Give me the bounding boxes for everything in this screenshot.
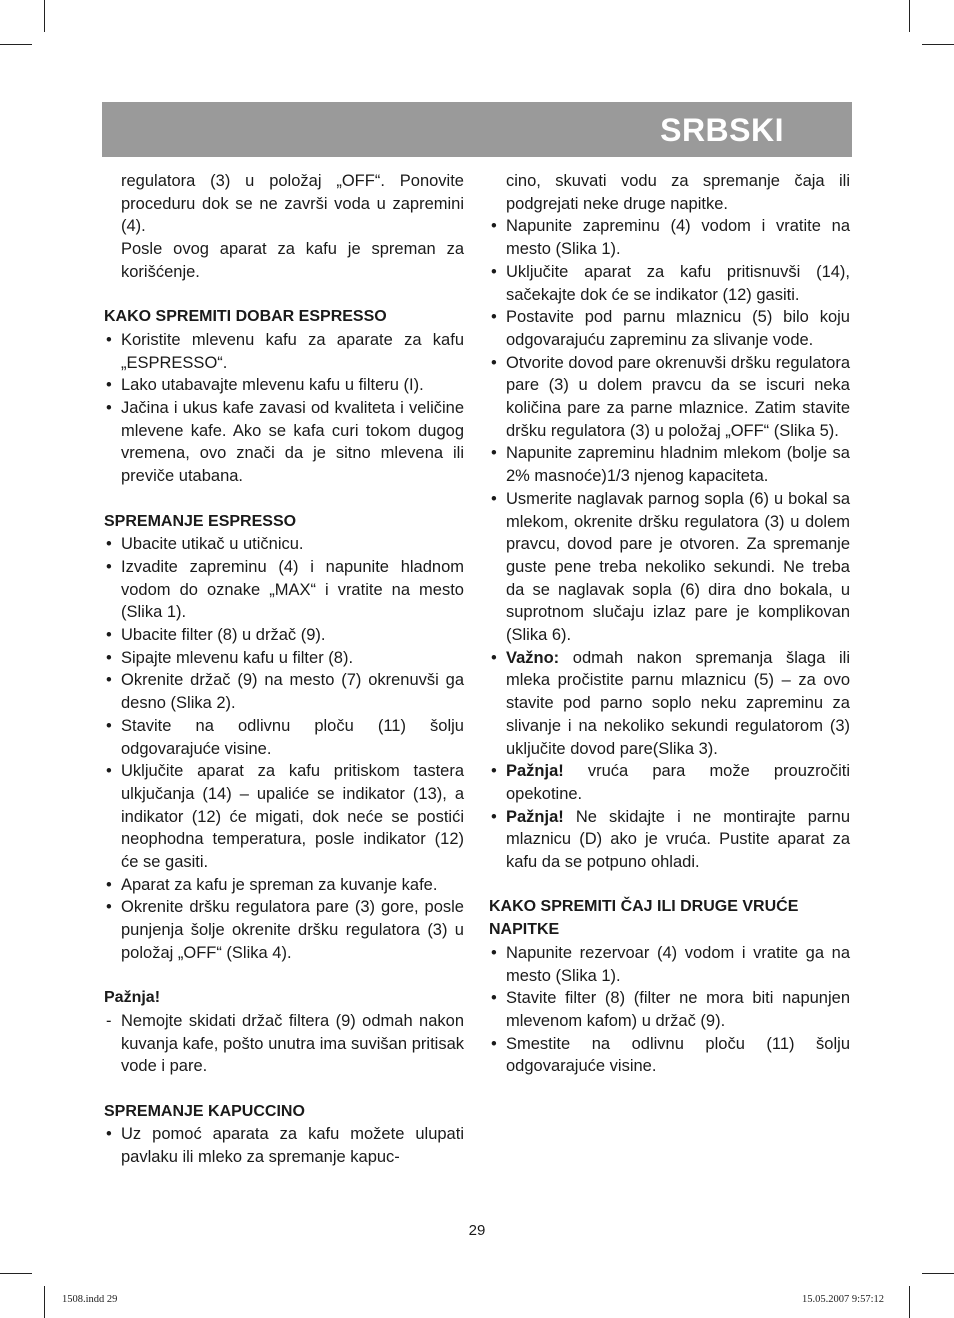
list-item: • Jačina i ukus kafe zavasi od kvaliteta i veličine mlevene kafe. Ako se kafa curi tokom dugog vremena, ovo znači da je sitno mlevena ili previče utabana. bbox=[106, 399, 464, 486]
list-item: • Uz pomoć aparata za kafu možete ulupati pavlaku ili mleko za spremanje kapuc- bbox=[106, 1125, 464, 1167]
list-item: - Nemojte skidati držač filtera (9) odmah nakon kuvanja kafe, pošto unutra ima suvišan pritisak vode i pare. bbox=[106, 1011, 464, 1076]
list-item: • Stavite filter (8) (filter ne mora biti napunjen mlevenom kafom) u držač (9). bbox=[491, 989, 850, 1030]
list-item: • Uključite aparat za kafu pritiskom tastera ulkjučanja (14) – upaliće se indikator (13), a indikator (12) će migati, dok neće se postići neophodna temperatura, posle indikator (12) će se gasiti. bbox=[106, 762, 464, 872]
list-item: • Napunite zapreminu hladnim mlekom (bolje sa 2% masnoće)1/3 njenog kapaciteta. bbox=[491, 444, 850, 486]
list-item: • Napunite zapreminu (4) vodom i vratite na mesto (Slika 1). bbox=[491, 217, 850, 259]
list-item: • Ubacite filter (8) u držač (9). bbox=[106, 626, 326, 645]
page-number: 29 bbox=[468, 1222, 486, 1239]
list-item: • Pažnja! vruća para može prouzročiti opekotine. bbox=[491, 762, 850, 803]
list-item: • Okrenite držač (9) na mesto (7) okrenuvši ga desno (Slika 2). bbox=[106, 671, 464, 713]
left-column bbox=[104, 170, 464, 1169]
list-item: • Stavite na odlivnu ploču (11) šolju odgovarajuće visine. bbox=[106, 716, 464, 758]
intro-paragraph: regulatora (3) u položaj „OFF“. Ponovite proceduru dok se ne završi voda u zapremini (4). bbox=[121, 172, 464, 236]
section-warning bbox=[104, 987, 464, 1078]
list-item: • Ubacite utikač u utičnicu. bbox=[106, 535, 304, 554]
crop-mark bbox=[909, 0, 910, 32]
bullet-list bbox=[489, 942, 850, 1078]
list-item: • Uključite aparat za kafu pritisnuvši (14), sačekajte dok će se indikator (12) gasiti. bbox=[491, 262, 850, 304]
crop-mark bbox=[44, 1286, 45, 1318]
list-item: • Napunite rezervoar (4) vodom i vratite ga na mesto (Slika 1). bbox=[491, 943, 850, 985]
section-tea bbox=[489, 896, 850, 1078]
bullet-list bbox=[104, 533, 464, 964]
list-item: • Sipajte mlevenu kafu u filter (8). bbox=[106, 648, 354, 667]
continued-paragraph: cino, skuvati vodu za spremanje čaja ili podgrejati neke druge napitke. bbox=[506, 172, 850, 213]
list-item: • Lako utabavajte mlevenu kafu u filteru (I). bbox=[106, 376, 424, 395]
bullet-list bbox=[104, 1123, 464, 1168]
crop-mark bbox=[922, 44, 954, 45]
list-item: • Smestite na odlivnu ploču (11) šolju odgovarajuće visine. bbox=[491, 1034, 850, 1076]
list-item: • Izvadite zapreminu (4) i napunite hladnom vodom do oznake „MAX“ i vratite na mesto (Slika 1). bbox=[106, 557, 464, 622]
section-heading: KAKO SPREMITI DOBAR ESPRESSO bbox=[104, 308, 387, 326]
section-espresso-preparation bbox=[104, 511, 464, 965]
crop-mark bbox=[44, 0, 45, 32]
section-heading: SPREMANJE ESPRESSO bbox=[104, 512, 297, 530]
list-item: • Okrenite dršku regulatora pare (3) gore, posle punjenja šolje okrenite dršku regulatora (3) u položaj „OFF“ (Slika 4). bbox=[106, 898, 464, 962]
list-item: • Usmerite naglavak parnog sopla (6) u bokal sa mlekom, okrenite dršku regulatora (3) u dolem pravcu, dovod pare je otvoren. Za spremanje guste pene treba nekoliko sekundi. Ne treba da se naglavak sopla (6) dira dno bokala, u suprotnom slučaju izlaz pare je komplikovan (Slika 6). bbox=[491, 489, 850, 645]
dash-list bbox=[104, 1010, 464, 1078]
print-slug-date: 15.05.2007 9:57:12 bbox=[802, 1294, 884, 1305]
crop-mark bbox=[922, 1273, 954, 1274]
right-column bbox=[489, 170, 850, 1078]
list-item: • Aparat za kafu je spreman za kuvanje kafe. bbox=[106, 875, 438, 894]
list-item: • Otvorite dovod pare okrenuvši dršku regulatora pare (3) u dolem pravcu da se iscuri neka količina pare za parne mlaznice. Zatim stavite dršku regulatora (3) u položaj „OFF“ (Slika 5). bbox=[491, 353, 850, 440]
section-espresso-tips bbox=[104, 306, 464, 488]
language-title: SRBSKI bbox=[660, 112, 784, 148]
list-item: • Važno: odmah nakon spremanja šlaga ili mleka pročistite parnu mlaznicu (5) – za ovo stavite pod parno soplo neku zapreminu za slivanje i na nekoliko sekundi regulatorom (3) uključite dovod pare(Slika 3). bbox=[491, 648, 850, 758]
crop-mark bbox=[0, 1273, 32, 1274]
list-item: • Pažnja! Ne skidajte i ne montirajte parnu mlaznicu (D) ako je vruća. Pustite aparat za kafu da se potpuno ohladi. bbox=[491, 807, 850, 872]
section-cappuccino bbox=[104, 1101, 464, 1169]
crop-mark bbox=[0, 44, 32, 45]
section-heading: KAKO SPREMITI ČAJ ILI DRUGE VRUĆE NAPITKE bbox=[489, 898, 799, 939]
bullet-list bbox=[489, 215, 850, 873]
header-band bbox=[102, 102, 852, 157]
list-item: • Postavite pod parnu mlaznicu (5) bilo koju odgovarajuću zapreminu za slivanje vode. bbox=[491, 308, 850, 349]
section-heading: Pažnja! bbox=[104, 989, 161, 1007]
crop-mark bbox=[909, 1286, 910, 1318]
bullet-list bbox=[104, 329, 464, 488]
section-heading: SPREMANJE KAPUCCINO bbox=[104, 1102, 305, 1120]
print-slug-file: 1508.indd 29 bbox=[62, 1294, 118, 1305]
intro-paragraph: Posle ovog aparat za kafu je spreman za korišćenje. bbox=[121, 240, 464, 281]
list-item: • Koristite mlevenu kafu za aparate za kafu „ESPRESSO“. bbox=[106, 330, 464, 372]
